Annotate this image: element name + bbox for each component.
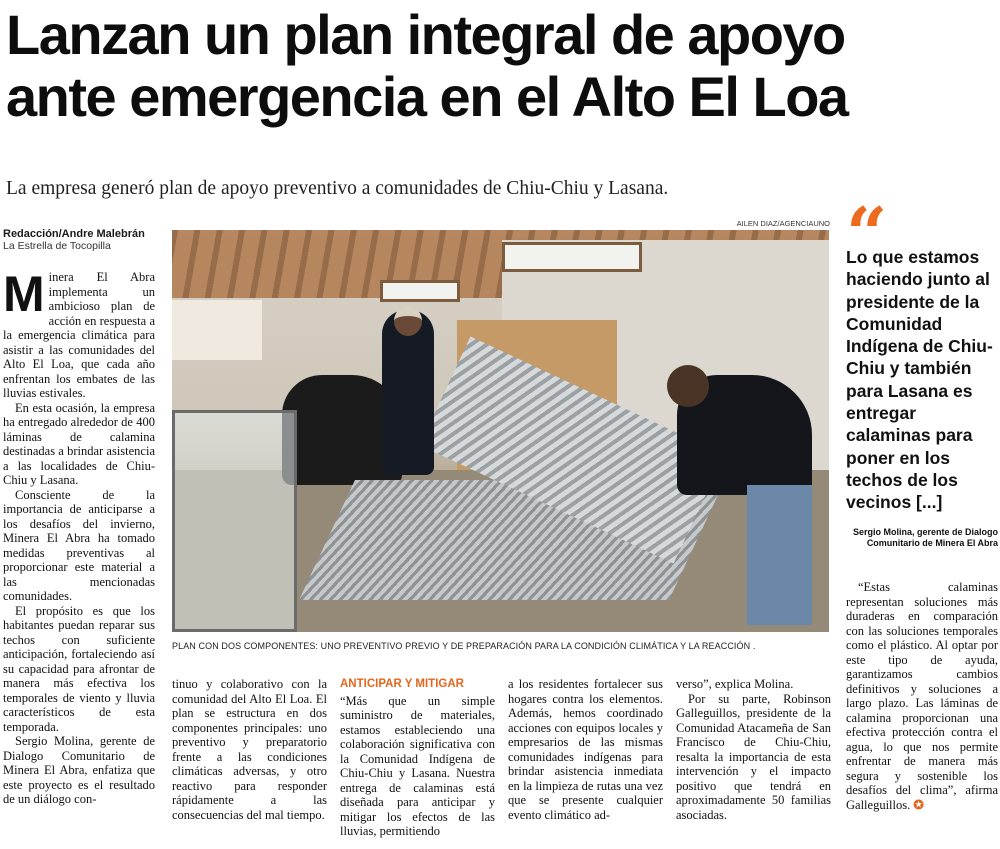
section-heading: ANTICIPAR Y MITIGAR bbox=[340, 678, 464, 690]
paragraph: a los residentes fortalecer sus hogares contra los elementos. Además, hemos coordinado acciones con equipos locales y empresarios de las mismas comunidades indígenas para brindar asistencia inmediata en la limpieza de rutas una vez que se presente cualquier evento climático ad- bbox=[508, 677, 663, 822]
pull-quote-attribution-name: Sergio Molina, gerente de Dialogo Comunitario de Minera El Abra bbox=[852, 527, 998, 548]
paragraph: Consciente de la importancia de anticiparse a los desafíos del invierno, Minera El Abra ha tomado medidas preventivas al proporcionar este material a las mencionadas comunidades. bbox=[3, 487, 155, 603]
article-column-5 bbox=[676, 677, 831, 822]
byline-author: Redacción/Andre Malebrán bbox=[3, 228, 145, 240]
article-column-2 bbox=[172, 677, 327, 822]
article-column-1 bbox=[3, 266, 155, 807]
photo-window bbox=[380, 280, 460, 302]
photo-worker-left bbox=[382, 310, 434, 475]
paragraph: verso”, explica Molina. bbox=[676, 677, 794, 691]
paragraph bbox=[846, 580, 998, 812]
paragraph: El propósito es que los habitantes puedan reparar sus techos con suficiente anticipación, fortaleciendo así su capacidad para afrontar de manera más efectiva los temporales de viento y lluvia característicos de esta temporada. bbox=[3, 603, 155, 734]
photo-worker-head bbox=[667, 365, 709, 407]
subheadline: La empresa generó plan de apoyo preventivo a comunidades de Chiu-Chiu y Lasana. bbox=[6, 178, 669, 199]
quote-mark-icon: “ bbox=[846, 191, 882, 276]
photo-worker-right bbox=[657, 365, 812, 625]
headline-line-1: Lanzan un plan integral de apoyo bbox=[6, 3, 845, 66]
paragraph: tinuo y colaborativo con la comunidad del Alto El Loa. El plan se estructura en dos componentes principales: uno preventivo y preparatorio frente a las condiciones climáticas adversas, y otro reactivo para responder rápidamente a las consecuencias del mal tiempo. bbox=[172, 677, 327, 822]
pull-quote-attribution bbox=[846, 527, 998, 549]
photo-glass-shelf bbox=[172, 410, 297, 632]
paragraph-text: inera El Abra implementa un ambicioso plan de acción en respuesta a la emergencia climática para asistir a las comunidades del Alto El Loa, que cada año enfrentan los embates de las lluvias estivales. bbox=[3, 270, 155, 400]
byline bbox=[3, 228, 168, 252]
byline-publication: La Estrella de Tocopilla bbox=[3, 240, 111, 252]
photo-credit: AILEN DIAZ/AGENCIAUNO bbox=[736, 219, 830, 228]
photo-worker-legs bbox=[747, 485, 812, 625]
article-column-6 bbox=[846, 580, 998, 812]
article-column-3 bbox=[340, 677, 495, 839]
paragraph bbox=[3, 266, 155, 401]
paragraph: Sergio Molina, gerente de Dialogo Comunitario de Minera El Abra, enfatiza que este proyecto es el resultado de un diálogo con- bbox=[3, 734, 155, 806]
photo-stacked-sheets bbox=[172, 300, 262, 360]
paragraph: “Más que un simple suministro de materiales, estamos estableciendo una colaboración significativa con la Comunidad Indígena de Chiu-Chiu y Lasana. Nuestra entrega de calaminas está diseñada para anticipar y mitigar los efectos de las lluvias, permitiendo bbox=[340, 693, 495, 838]
article-photo bbox=[172, 230, 829, 632]
pull-quote: Lo que estamos haciendo junto al presidente de la Comunidad Indígena de Chiu-Chiu y también para Lasana es entregar calaminas para poner en los techos de los vecinos [...] bbox=[846, 247, 993, 513]
paragraph: Por su parte, Robinson Galleguillos, presidente de la Comunidad Atacameña de San Francisco de Chiu-Chiu, resalta la importancia de esta intervención y el impacto positivo que tendrá en aproximadamente 50 familias asociadas. bbox=[676, 691, 831, 822]
article-column-4 bbox=[508, 677, 663, 822]
paragraph: En esta ocasión, la empresa ha entregado alrededor de 400 láminas de calamina destinadas a brindar asistencia a las localidades de Chiu-Chiu y Lasana. bbox=[3, 400, 155, 487]
drop-cap: M bbox=[3, 266, 45, 322]
paragraph-text: “Estas calaminas representan soluciones más duraderas en comparación con las soluciones temporales como el plástico. Al optar por este tipo de ayuda, garantizamos cambios definitivos y soluciones a largo plazo. Las láminas de calamina proporcionan una efectiva protección contra el agua, lo que nos permite enfrentar de manera más segura y sostenible los desafíos del clima”, afirma Galleguillos. bbox=[846, 580, 998, 812]
headline bbox=[6, 4, 996, 128]
end-mark-icon: ✪ bbox=[913, 797, 924, 812]
photo-window bbox=[502, 242, 642, 272]
photo-worker-head bbox=[394, 306, 422, 336]
photo-caption: PLAN CON DOS COMPONENTES: UNO PREVENTIVO PREVIO Y DE PREPARACIÓN PARA LA CONDICIÓN CLIMÁTICA Y LA REACCIÓN . bbox=[172, 641, 756, 651]
headline-line-2: ante emergencia en el Alto El Loa bbox=[6, 65, 848, 128]
